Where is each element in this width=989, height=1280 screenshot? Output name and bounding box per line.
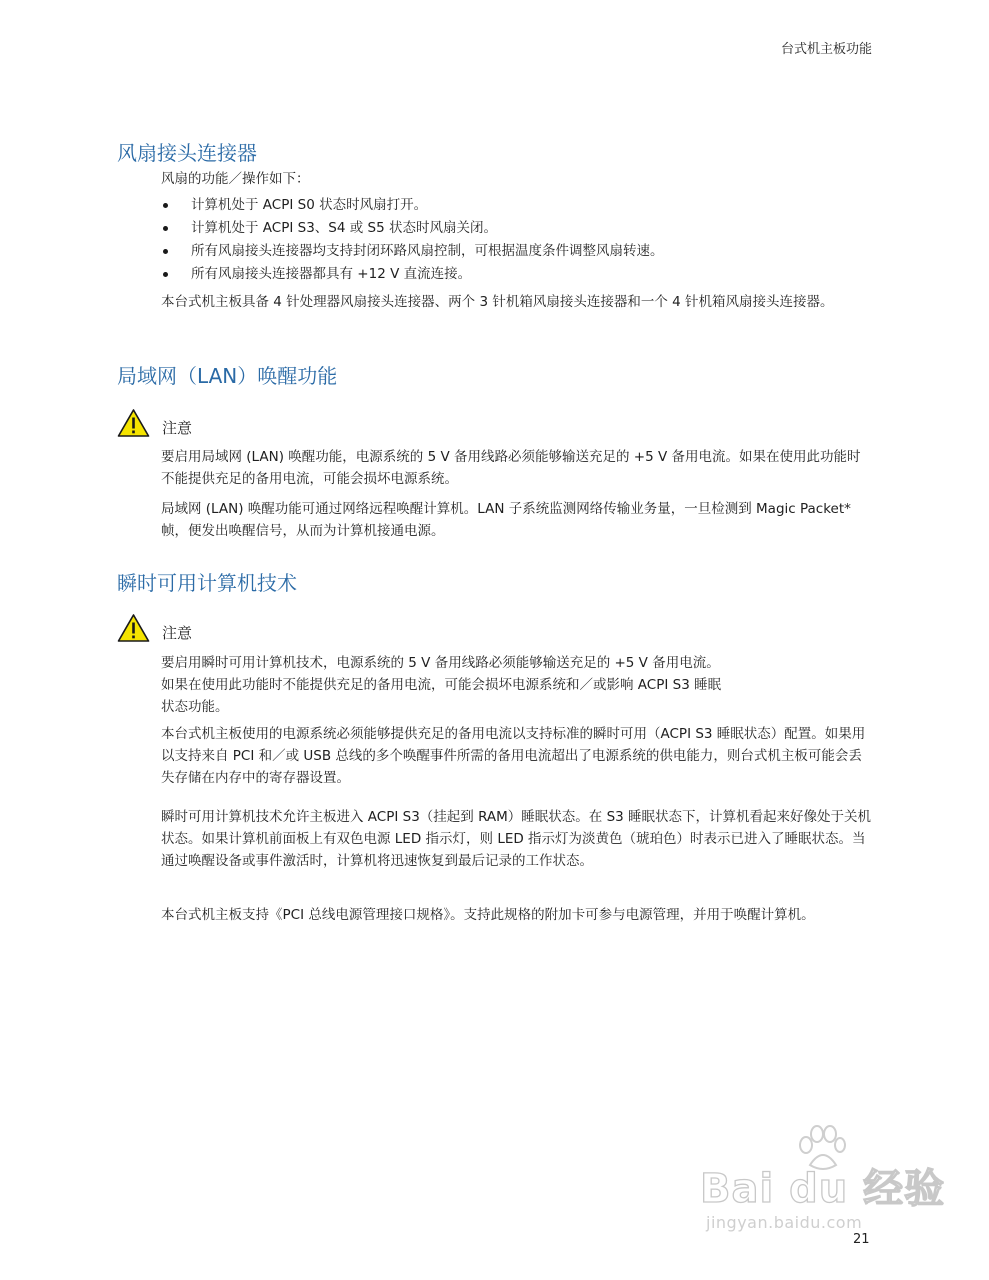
bullet-icon <box>163 203 168 208</box>
instant-paragraph-2: 瞬时可用计算机技术允许主板进入 ACPI S3（挂起到 RAM）睡眠状态。在 S3 睡眠状态下，计算机看起来好像处于关机状态。如果计算机前面板上有双色电源 LED 指示灯，则 LED 指示灯为淡黄色（琥珀色）时表示已进入了睡眠状态。当通过唤醒设备或事件激活时，计算机将迅速恢复到最后记录的工作状态。 <box>161 809 872 869</box>
instant-paragraph-1: 本台式机主板使用的电源系统必须能够提供充足的备用电流以支持标准的瞬时可用（ACPI S3 睡眠状态）配置。如果用以支持来自 PCI 和／或 USB 总线的多个唤醒事件所需的备用电流超出了电源系统的供电能力，则台式机主板可能会丢失存储在内存中的寄存器设置。 <box>161 726 866 786</box>
fan-bullet-list <box>161 194 873 286</box>
bullet-icon <box>163 272 168 277</box>
instant-caution-text: 要启用瞬时可用计算机技术，电源系统的 5 V 备用线路必须能够输送充足的 +5 V 备用电流。 如果在使用此功能时不能提供充足的备用电流，可能会损坏电源系统和／或影响 ACPI S3 睡眠 状态功能。 <box>161 655 722 715</box>
warning-triangle-icon <box>117 408 150 438</box>
section-heading-fan: 风扇接头连接器 <box>117 141 257 165</box>
bullet-icon <box>163 226 168 231</box>
bullet-icon <box>163 249 168 254</box>
section-heading-lan: 局域网（LAN）唤醒功能 <box>117 364 338 388</box>
list-item: 计算机处于 ACPI S3、S4 或 S5 状态时风扇关闭。 <box>161 217 873 240</box>
caution-label: 注意 <box>162 419 193 437</box>
page-number: 21 <box>853 1232 870 1247</box>
caution-label: 注意 <box>162 624 193 642</box>
lan-caution-text: 要启用局域网 (LAN) 唤醒功能，电源系统的 5 V 备用线路必须能够输送充足的 +5 V 备用电流。如果在使用此功能时不能提供充足的备用电流，可能会损坏电源系统。 <box>161 449 861 487</box>
lan-paragraph: 局域网 (LAN) 唤醒功能可通过网络远程唤醒计算机。LAN 子系统监测网络传输业务量，一旦检测到 Magic Packet* 帧，便发出唤醒信号，从而为计算机接通电源。 <box>161 501 851 539</box>
list-item: 所有风扇接头连接器均支持封闭环路风扇控制，可根据温度条件调整风扇转速。 <box>161 240 873 263</box>
lan-caution <box>117 406 192 438</box>
watermark-brand: Bai du 经验 <box>700 1166 946 1212</box>
warning-triangle-icon <box>117 613 150 643</box>
list-item: 计算机处于 ACPI S0 状态时风扇打开。 <box>161 194 873 217</box>
instant-paragraph-3: 本台式机主板支持《PCI 总线电源管理接口规格》。支持此规格的附加卡可参与电源管理，并用于唤醒计算机。 <box>161 907 815 923</box>
running-header: 台式机主板功能 <box>780 42 872 57</box>
section-heading-instant: 瞬时可用计算机技术 <box>117 571 297 595</box>
list-item: 所有风扇接头连接器都具有 +12 V 直流连接。 <box>161 263 873 286</box>
watermark-url: jingyan.baidu.com <box>706 1213 863 1232</box>
baidu-watermark <box>700 1125 946 1235</box>
instant-caution <box>117 611 192 643</box>
fan-intro: 风扇的功能／操作如下： <box>161 171 310 187</box>
fan-paragraph: 本台式机主板具备 4 针处理器风扇接头连接器、两个 3 针机箱风扇接头连接器和一个 4 针机箱风扇接头连接器。 <box>161 294 834 310</box>
